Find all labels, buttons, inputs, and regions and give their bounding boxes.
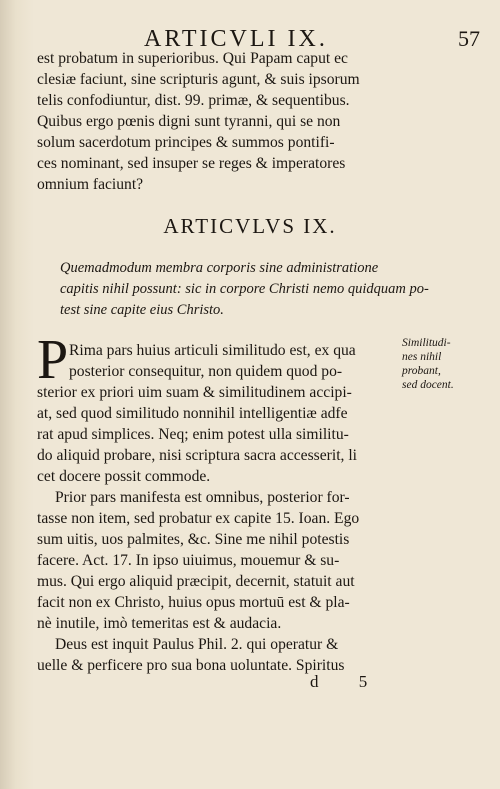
text-line: ces nominant, sed insuper se reges & imperatores — [37, 155, 346, 172]
text-line: clesiæ faciunt, sine scripturis agunt, & suis ipsorum — [37, 71, 360, 88]
text-line: mus. Qui ergo aliquid præcipit, decernit, statuit aut — [37, 573, 355, 590]
article-title: ARTICVLVS IX. — [163, 214, 337, 238]
page-number: 57 — [458, 26, 480, 51]
text-block-2 — [37, 340, 407, 676]
margin-note-line: probant, — [402, 365, 441, 377]
text-line: nè inutile, imò temeritas est & audacia. — [37, 615, 282, 632]
text-line: solum sacerdotum principes & summos pontifi- — [37, 134, 335, 151]
text-line: sterior ex priori uim suam & similitudinem accipi- — [37, 384, 352, 401]
text-line: cet docere possit commode. — [37, 468, 211, 485]
text-line: uelle & perficere pro sua bona uoluntate. Spiritus — [37, 657, 345, 674]
text-line: facit non ex Christo, huius opus mortuū est & pla- — [37, 594, 350, 611]
text-line: at, sed quod similitudo nonnihil intelligentiæ adfe — [37, 405, 348, 422]
text-line: do aliquid probare, nisi scriptura sacra accesserit, li — [37, 447, 357, 464]
text-line: facere. Act. 17. In ipso uiuimus, mouemur & su- — [37, 552, 340, 569]
margin-note-line: Similitudi- — [402, 337, 451, 349]
margin-note-line: sed docent. — [402, 379, 454, 391]
summary-line: test sine capite eius Christo. — [60, 302, 224, 318]
text-block-1 — [37, 48, 407, 195]
text-line: Rima pars huius articuli similitudo est, ex qua — [69, 342, 356, 359]
text-line: tasse non item, sed probatur ex capite 15. Ioan. Ego — [37, 510, 360, 527]
article-summary — [60, 258, 429, 321]
text-line: est probatum in superioribus. Qui Papam caput ec — [37, 50, 348, 67]
text-line: rat apud simplices. Neq; enim potest ulla similitu- — [37, 426, 349, 443]
text-line: sum uitis, uos palmites, &c. Sine me nihil potestis — [37, 531, 350, 548]
running-head: ARTICVLI IX. — [144, 26, 328, 52]
signature-mark: d 5 — [310, 672, 386, 691]
text-line: Quibus ergo pœnis digni sunt tyranni, qui se non — [37, 113, 341, 130]
text-line: omnium faciunt? — [37, 176, 144, 193]
summary-line: capitis nihil possunt: sic in corpore Christi nemo quidquam po- — [60, 281, 429, 297]
summary-line: Quemadmodum membra corporis sine administratione — [60, 260, 379, 276]
text-line: Prior pars manifesta est omnibus, posterior for- — [55, 489, 350, 506]
margin-note-line: nes nihil — [402, 351, 442, 363]
text-line: telis confodiuntur, dist. 99. primæ, & sequentibus. — [37, 92, 350, 109]
marginal-note — [402, 336, 498, 392]
text-line: Deus est inquit Paulus Phil. 2. qui operatur & — [55, 636, 339, 653]
drop-capital: P — [37, 329, 69, 391]
text-line: posterior consequitur, non quidem quod po- — [69, 363, 343, 380]
